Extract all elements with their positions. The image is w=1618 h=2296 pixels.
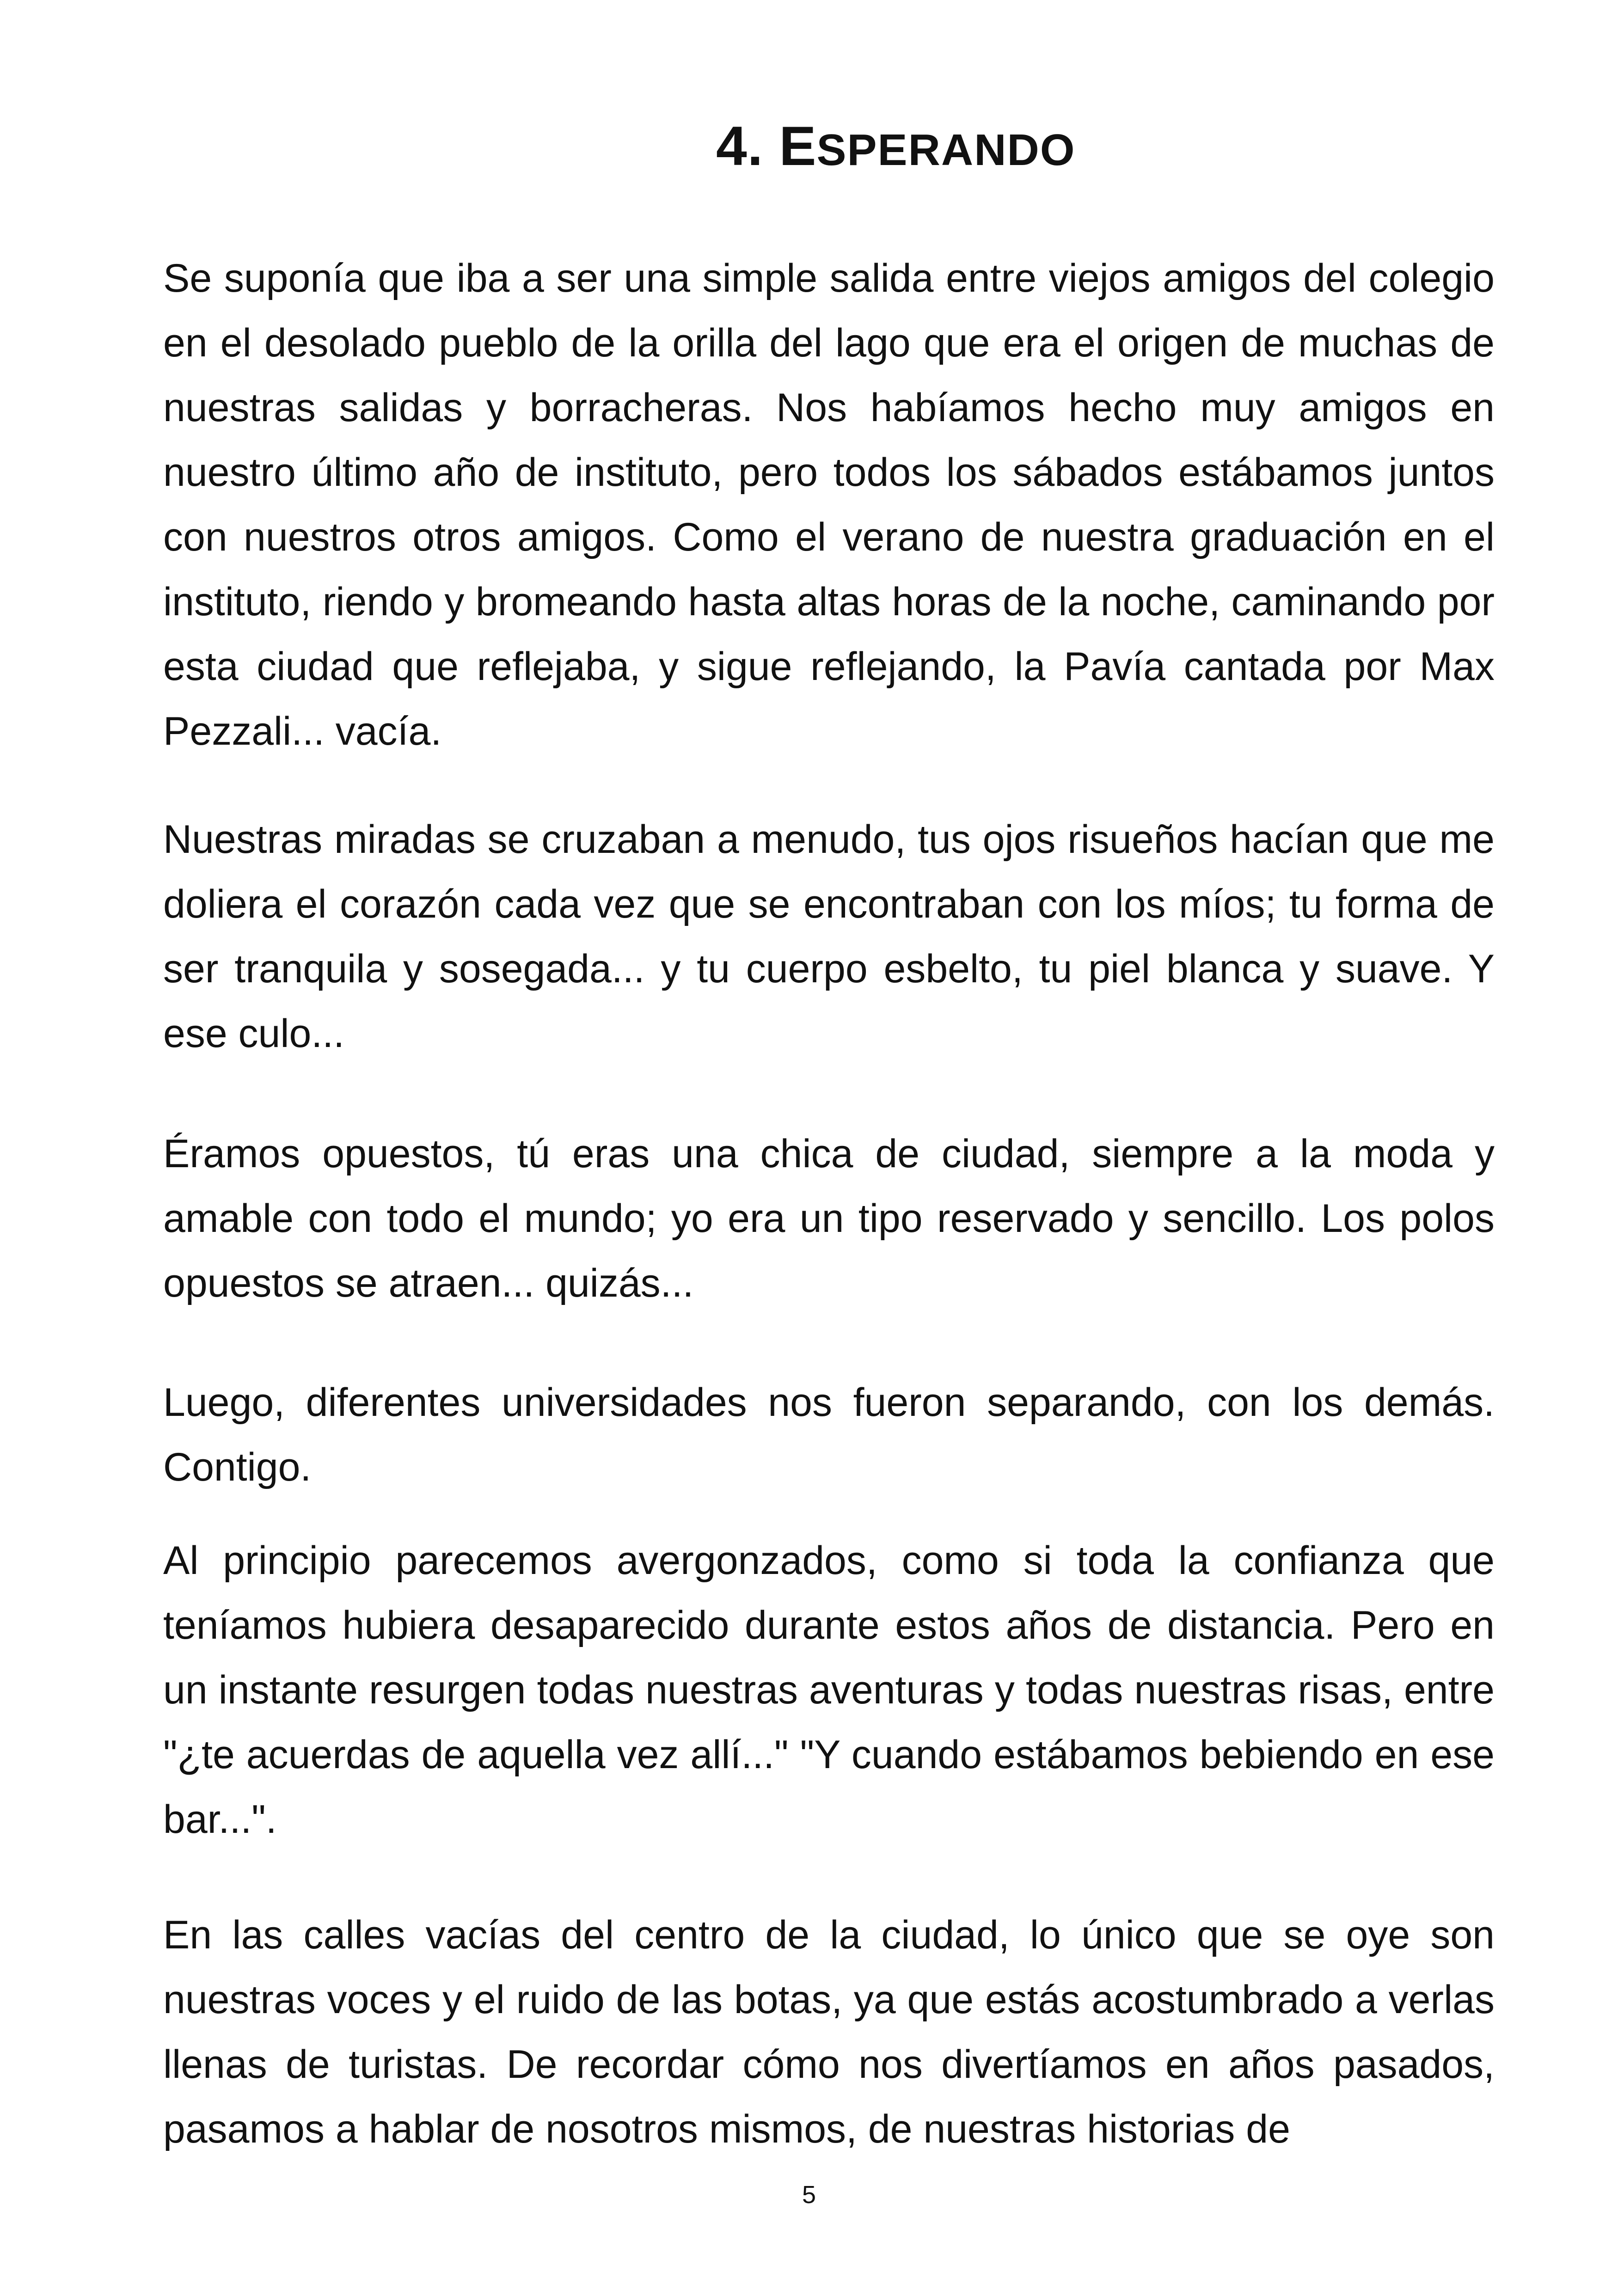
paragraph-4: Luego, diferentes universidades nos fueron separando, con los demás. Contigo. [163, 1380, 1495, 1489]
page-number: 5 [802, 2181, 816, 2209]
chapter-number: 4. [716, 115, 764, 177]
chapter-title-initial: E [779, 115, 817, 177]
paragraph-1: Se suponía que iba a ser una simple salida entre viejos amigos del colegio en el desolado pueblo de la orilla del lago que era el origen de muchas de nuestras salidas y borracheras. Nos habíamos hecho muy amigos en nuestro último año de instituto, pero todos los sábados estábamos juntos con nuestros otros amigos. Como el verano de nuestra graduación en el instituto, riendo y bromeando hasta altas horas de la noche, caminando por esta ciudad que reflejaba, y sigue reflejando, la Pavía cantada por Max Pezzali... vacía. [163, 256, 1495, 753]
chapter-title-rest: SPERANDO [816, 125, 1076, 175]
paragraph-6: En las calles vacías del centro de la ciudad, lo único que se oye son nuestras voces y el ruido de las botas, ya que estás acostumbrado a verlas llenas de turistas. De recordar cómo nos divertíamos en años pasados, pasamos a hablar de nosotros mismos, de nuestras historias de [163, 1913, 1495, 2151]
paragraph-3: Éramos opuestos, tú eras una chica de ciudad, siempre a la moda y amable con todo el mundo; yo era un tipo reservado y sencillo. Los polos opuestos se atraen... quizás... [163, 1132, 1495, 1305]
paragraph-2: Nuestras miradas se cruzaban a menudo, tus ojos risueños hacían que me doliera el corazón cada vez que se encontraban con los míos; tu forma de ser tranquila y sosegada... y tu cuerpo esbelto, tu piel blanca y suave. Y ese culo... [163, 817, 1495, 1056]
paragraph-5: Al principio parecemos avergonzados, como si toda la confianza que teníamos hubiera desaparecido durante estos años de distancia. Pero en un instante resurgen todas nuestras aventuras y todas nuestras risas, entre "¿te acuerdas de aquella vez allí..." "Y cuando estábamos bebiendo en ese bar...". [163, 1538, 1495, 1842]
chapter-title [716, 116, 1076, 177]
